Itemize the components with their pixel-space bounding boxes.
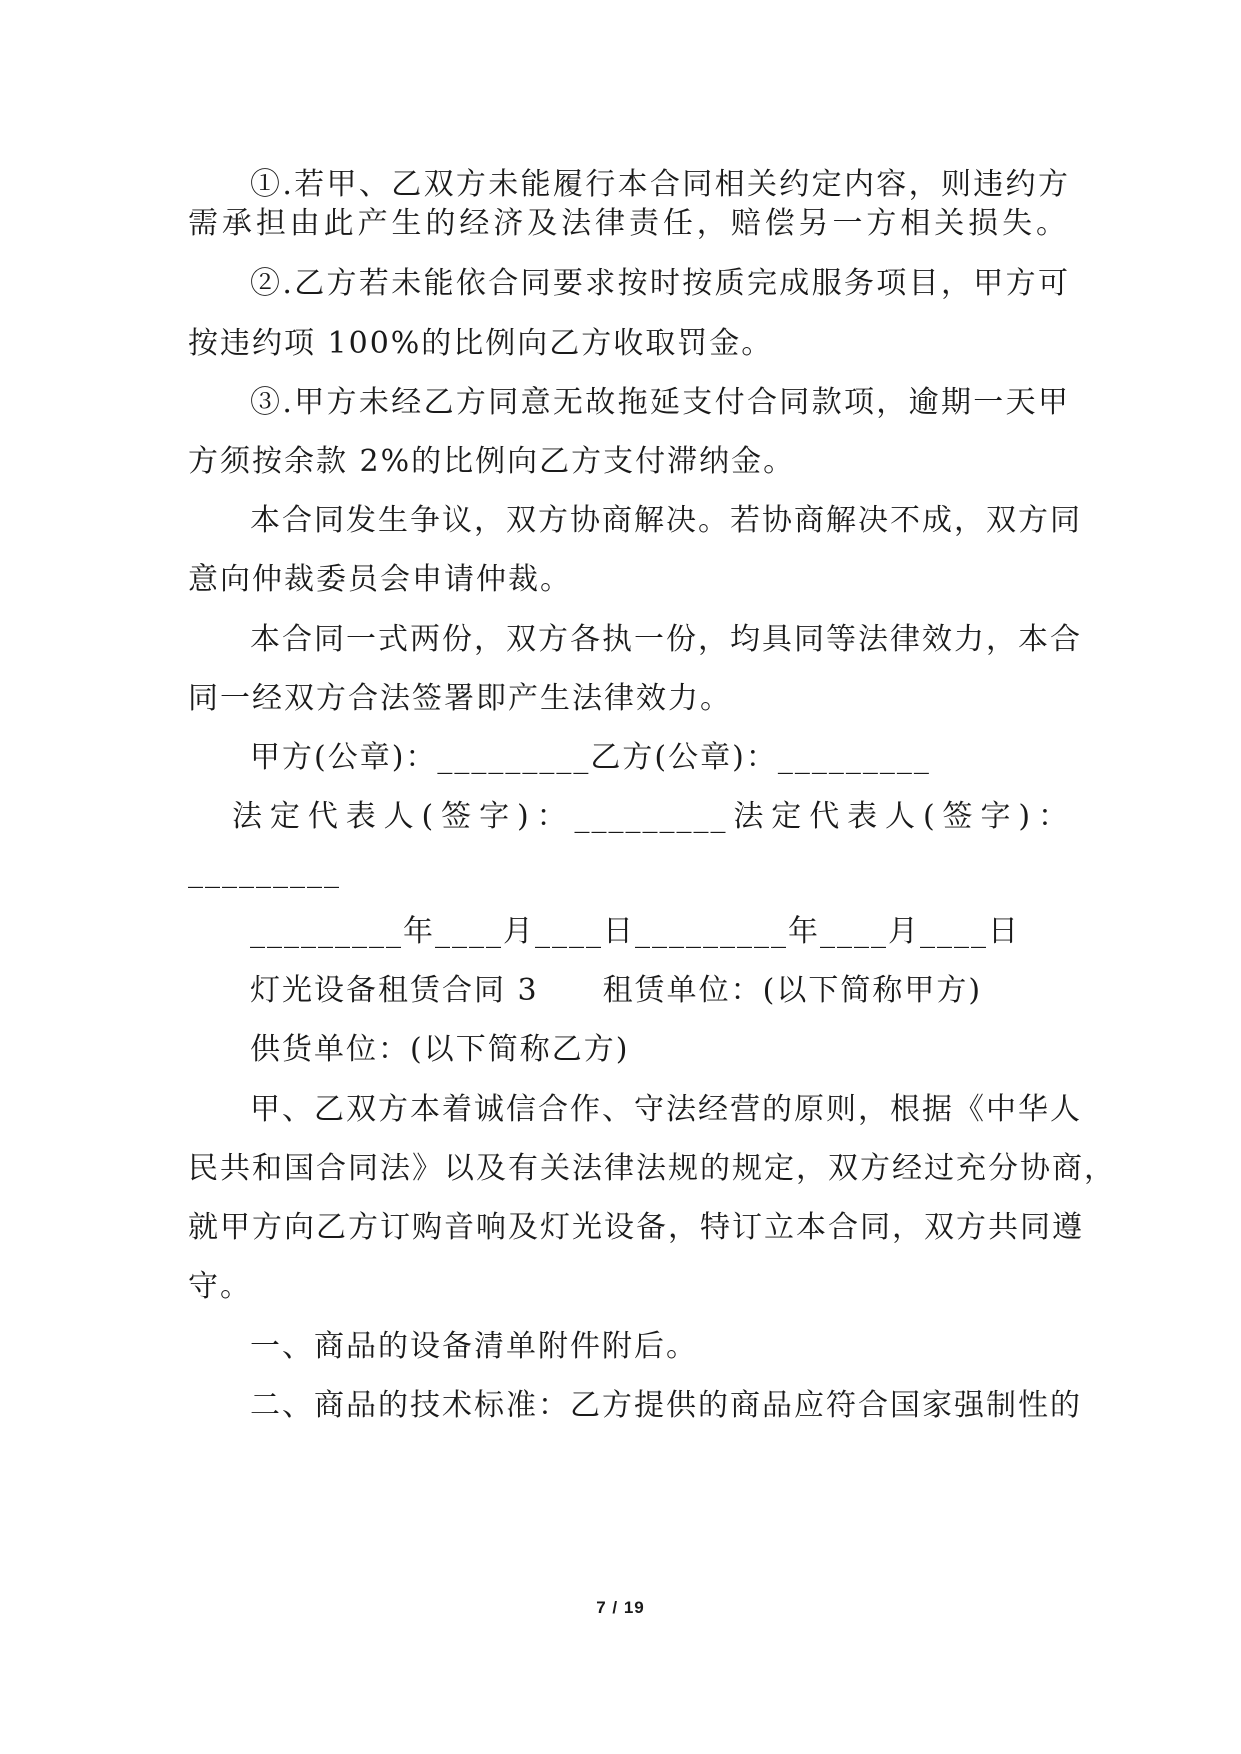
date-line: _________年____月____日_________年____月____日 xyxy=(250,914,1020,949)
supplier-line: 供货单位：(以下简称乙方) xyxy=(250,1032,630,1067)
clause-1-line-2: 需承担由此产生的经济及法律责任，赔偿另一方相关损失。 xyxy=(188,206,1068,241)
copies-paragraph-line-1: 本合同一式两份，双方各执一份，均具同等法律效力，本合 xyxy=(250,622,1082,657)
clause-1-line-1: ①.若甲、乙双方未能履行本合同相关约定内容，则违约方 xyxy=(250,167,1070,202)
clause-2-line-1: ②.乙方若未能依合同要求按时按质完成服务项目，甲方可 xyxy=(250,266,1070,301)
dispute-paragraph-line-2: 意向仲裁委员会申请仲裁。 xyxy=(188,562,572,597)
copies-paragraph-line-2: 同一经双方合法签署即产生法律效力。 xyxy=(188,681,732,716)
legal-rep-signature-line: 法定代表人(签字)：_________法定代表人(签字)： xyxy=(232,799,1070,834)
dispute-paragraph-line-1: 本合同发生争议，双方协商解决。若协商解决不成，双方同 xyxy=(250,503,1082,538)
contract-title-line: 灯光设备租赁合同 3 租赁单位：(以下简称甲方) xyxy=(250,973,983,1008)
section-1-heading: 一、商品的设备清单附件附后。 xyxy=(250,1329,698,1364)
clause-2-line-2: 按违约项 100%的比例向乙方收取罚金。 xyxy=(188,326,774,361)
party-seal-line: 甲方(公章)：_________乙方(公章)：_________ xyxy=(250,740,931,775)
intro-paragraph-line-2: 民共和国合同法》以及有关法律法规的规定，双方经过充分协商， xyxy=(188,1151,1116,1186)
signature-blank-line: _________ xyxy=(188,854,341,889)
section-2-heading: 二、商品的技术标准：乙方提供的商品应符合国家强制性的 xyxy=(250,1388,1082,1423)
intro-paragraph-line-4: 守。 xyxy=(188,1269,252,1304)
clause-3-line-2: 方须按余款 2%的比例向乙方支付滞纳金。 xyxy=(188,444,796,479)
intro-paragraph-line-1: 甲、乙双方本着诚信合作、守法经营的原则，根据《中华人 xyxy=(250,1092,1082,1127)
page-number: 7 / 19 xyxy=(596,1598,645,1617)
intro-paragraph-line-3: 就甲方向乙方订购音响及灯光设备，特订立本合同，双方共同遵 xyxy=(188,1210,1084,1245)
clause-3-line-1: ③.甲方未经乙方同意无故拖延支付合同款项，逾期一天甲 xyxy=(250,385,1070,420)
